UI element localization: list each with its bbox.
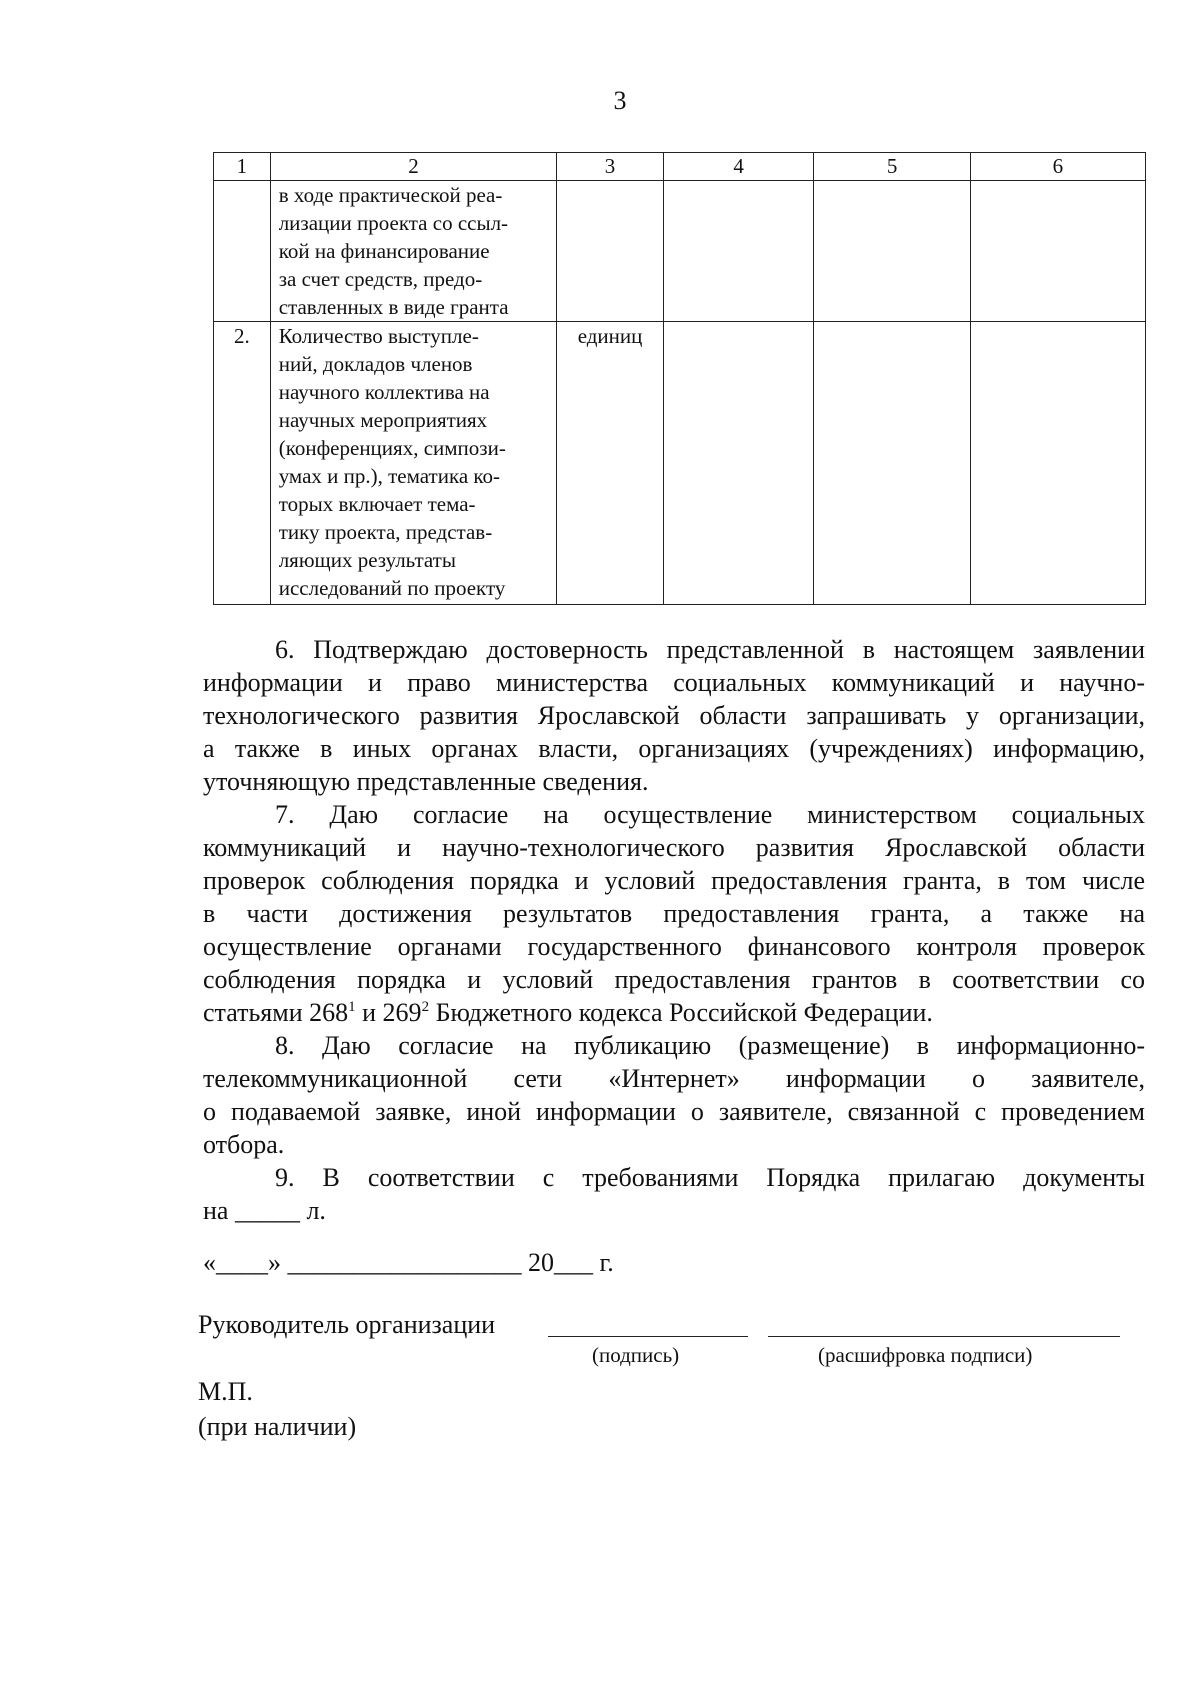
cell-text-line: лизации проекта со ссыл- [278,211,509,235]
paragraph-8 [203,1029,1145,1161]
value-cell [663,322,813,605]
paragraph-line: 6. Подтверждаю достоверность представленной в настоящем заявлении [275,635,1145,664]
header-col-3: 3 [557,153,664,181]
paragraph-7 [203,798,1145,1029]
paragraph-line: 8. Даю согласие на публикацию (размещение) в информационно- [275,1031,1145,1060]
cell-text-line: научного коллектива на [278,380,490,404]
paragraph-line: осуществление органами государственного финансового контроля проверок [203,932,1145,961]
paragraph-line: соблюдения порядка и условий предоставления грантов в соответствии со [203,965,1145,994]
paragraph-line: о подаваемой заявке, иной информации о заявителе, связанной с проведением [203,1097,1145,1126]
cell-text-line: за счет средств, предо- [278,267,483,291]
paragraph-line: коммуникаций и научно-технологического развития Ярославской области [203,833,1145,862]
superscript: 2 [421,999,430,1015]
paragraph-line: информации и право министерства социальных коммуникаций и научно- [203,668,1145,697]
cell-text-line: тику проекта, представ- [278,520,493,544]
row-number: 2. [214,322,271,605]
cell-text-line: умах и пр.), тематика ко- [278,464,501,488]
cell-text-line: торых включает тема- [278,492,476,516]
paragraph-6 [203,633,1145,798]
paragraph-line: 7. Даю согласие на осуществление министерством социальных [275,800,1145,829]
value-cell [814,322,970,605]
cell-text-line: (конференциях, симпози- [278,436,506,460]
unit-cell: единиц [557,322,664,605]
stamp-label: М.П. [198,1377,253,1406]
paragraph-line: в части достижения результатов предоставления гранта, а также на [203,899,1145,928]
results-table [213,152,1146,605]
signature-label: Руководитель организации [198,1310,496,1339]
value-cell [814,181,970,322]
signature-decoding-caption: (расшифровка подписи) [818,1343,1033,1367]
paragraph-line: 9. В соответствии с требованиями Порядка прилагаю документы [275,1163,1145,1192]
paragraph-line: на _____ л. [203,1196,326,1225]
signature-decoding-line [768,1336,1120,1337]
text-fragment: Бюджетного кодекса Российской Федерации. [429,998,933,1027]
cell-text-line: в ходе практической реа- [278,183,503,207]
paragraph-9 [203,1161,1145,1227]
stamp-note: (при наличии) [198,1412,357,1441]
page-number: 3 [613,86,627,115]
unit-cell [557,181,664,322]
table-row [214,322,1146,605]
paragraph-line: а также в иных органах власти, организациях (учреждениях) информацию, [203,734,1145,763]
value-cell [970,181,1145,322]
table-row [214,181,1146,322]
cell-text-line: ний, докладов членов [278,352,473,376]
value-cell [970,322,1145,605]
cell-text-line: Количество выступле- [278,324,479,348]
cell-text-line: ляющих результаты [278,548,456,572]
indicator-name [270,181,557,322]
header-col-6: 6 [970,153,1145,181]
header-col-5: 5 [814,153,970,181]
paragraph-line: технологического развития Ярославской области запрашивать у организации, [203,701,1145,730]
header-col-1: 1 [214,153,271,181]
header-col-2: 2 [270,153,557,181]
paragraph-line: уточняющую представленные сведения. [203,767,649,796]
date-line: «____» __________________ 20___ г. [203,1248,614,1277]
row-number [214,181,271,322]
cell-text-line: исследований по проекту [278,576,506,600]
signature-line [548,1336,748,1337]
paragraph-line: отбора. [203,1130,285,1159]
superscript: 1 [348,999,356,1015]
paragraph-line: проверок соблюдения порядка и условий предоставления гранта, в том числе [203,866,1145,895]
paragraph-line-with-footnotes [203,996,1145,1029]
cell-text-line: научных мероприятиях [278,408,488,432]
cell-text-line: кой на финансирование [278,239,490,263]
signature-caption: (подпись) [592,1343,680,1367]
table-header-row [214,153,1146,181]
value-cell [663,181,813,322]
cell-text-line: ставленных в виде гранта [278,295,509,319]
text-fragment: статьями 268 [203,998,349,1027]
header-col-4: 4 [663,153,813,181]
indicator-name [270,322,557,605]
text-fragment: и 269 [355,998,422,1027]
paragraph-line: телекоммуникационной сети «Интернет» информации о заявителе, [203,1064,1145,1093]
